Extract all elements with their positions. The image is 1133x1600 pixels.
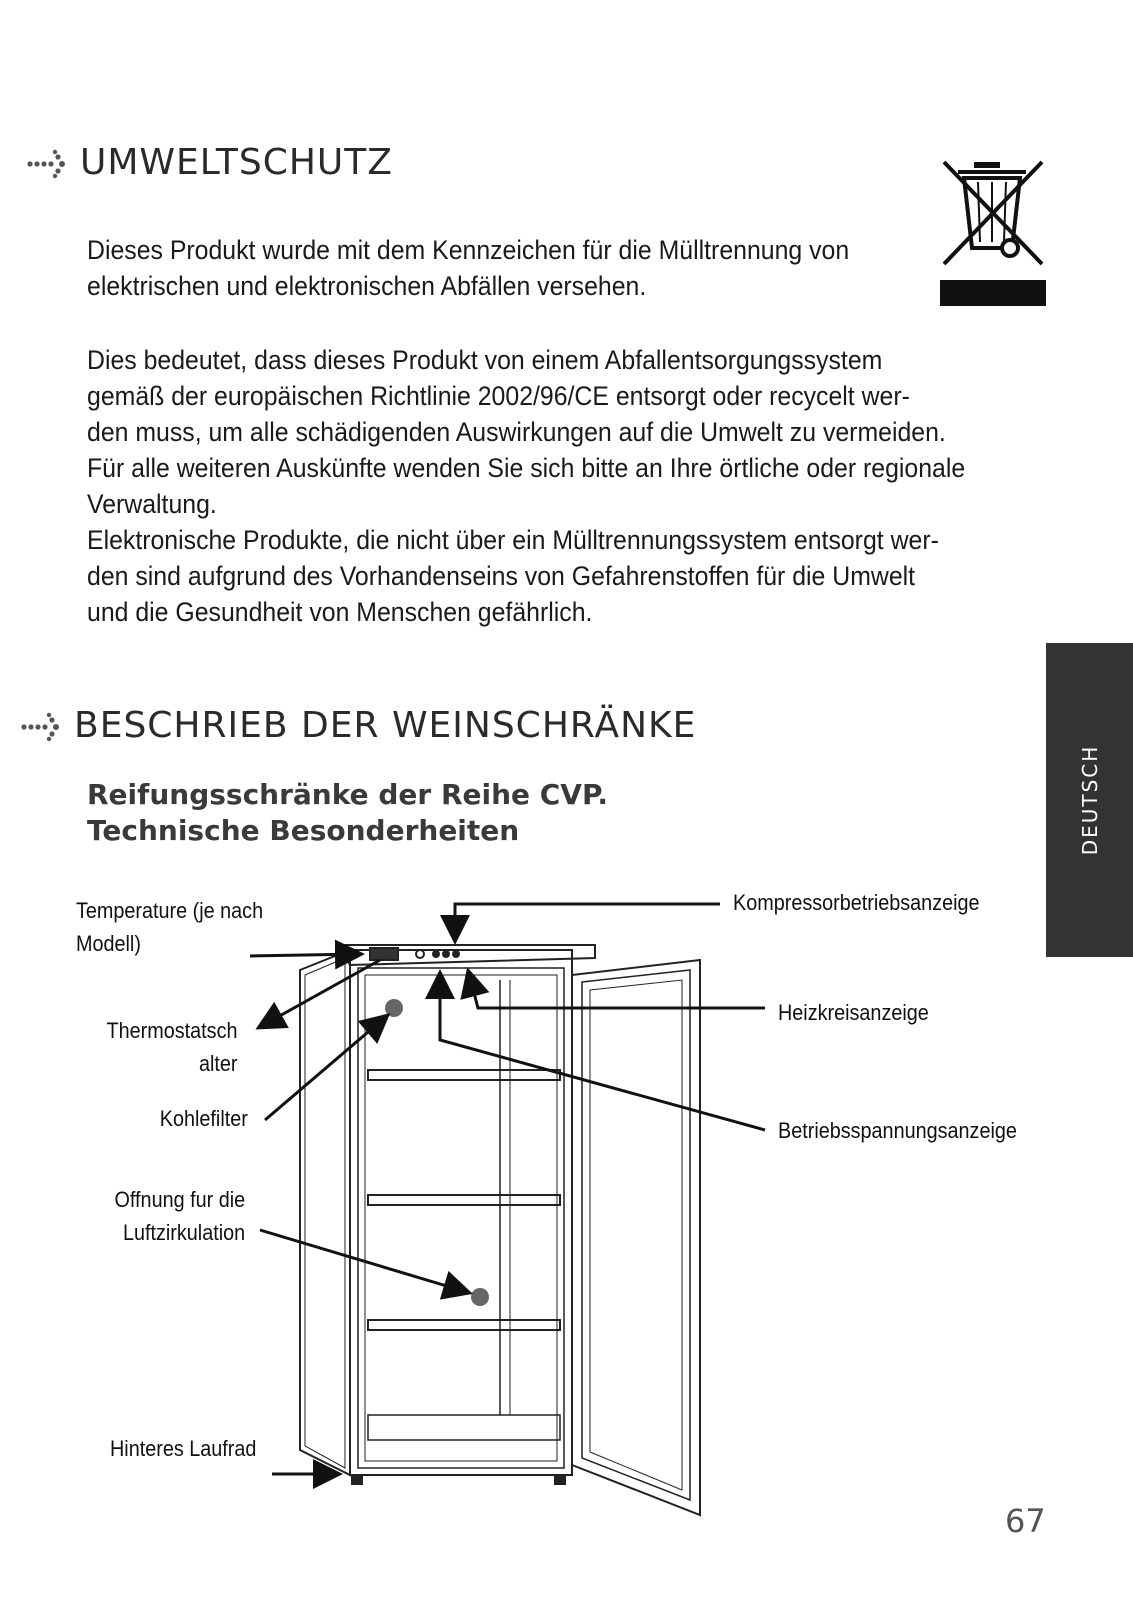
- label-line: Offnung fur die: [114, 1187, 245, 1212]
- beschrieb-title: BESCHRIEB DER WEINSCHRÄNKE: [74, 705, 697, 746]
- text-line: Dieses Produkt wurde mit dem Kennzeichen für die Mülltrennung von: [87, 235, 850, 265]
- text-line: den muss, um alle schädigenden Auswirkungen auf die Umwelt zu vermeiden.: [87, 417, 946, 447]
- page-number: 67: [1005, 1502, 1046, 1540]
- text-line: elektrischen und elektronischen Abfällen versehen.: [87, 271, 647, 301]
- label-line: Kompressorbetriebsanzeige: [733, 890, 980, 915]
- label-line: Luftzirkulation: [122, 1220, 245, 1245]
- subhead-line: Reifungsschränke der Reihe CVP.: [87, 778, 608, 811]
- beschrieb-heading: [20, 705, 696, 746]
- label-line: Modell): [76, 931, 141, 956]
- arrow-dots-icon: [20, 712, 66, 742]
- text-line: gemäß der europäischen Richtlinie 2002/96/CE entsorgt oder recycelt wer-: [87, 381, 910, 411]
- weee-paragraph-1: [87, 232, 849, 304]
- text-line: und die Gesundheit von Menschen gefährlich.: [87, 597, 593, 627]
- text-line: Für alle weiteren Auskünfte wenden Sie sich bitte an Ihre örtliche oder regionale: [87, 453, 966, 483]
- umweltschutz-heading: [26, 142, 393, 183]
- weee-paragraph-2: [87, 342, 965, 630]
- text-line: Elektronische Produkte, die nicht über ein Mülltrennungssystem entsorgt wer-: [87, 525, 939, 555]
- label-voltage: [778, 1114, 1017, 1147]
- label-rear-wheel: [110, 1432, 256, 1465]
- text-line: Dies bedeutet, dass dieses Produkt von einem Abfallentsorgungssystem: [87, 345, 883, 375]
- label-line: Temperature (je nach: [76, 898, 264, 923]
- label-line: Thermostatsch: [106, 1018, 237, 1043]
- label-compressor: [733, 886, 980, 919]
- label-temperature: [76, 894, 263, 960]
- text-line: den sind aufgrund des Vorhandenseins von Gefahrenstoffen für die Umwelt: [87, 561, 916, 591]
- label-air-opening: [114, 1183, 245, 1249]
- language-tab-label: DEUTSCH: [1077, 744, 1102, 856]
- label-line: Kohlefilter: [159, 1106, 248, 1131]
- label-carbon-filter: [160, 1102, 248, 1135]
- label-thermostat: [106, 1014, 237, 1080]
- label-line: Hinteres Laufrad: [110, 1436, 257, 1461]
- umweltschutz-title: UMWELTSCHUTZ: [80, 142, 393, 183]
- arrow-dots-icon: [26, 149, 72, 179]
- label-line: alter: [198, 1051, 237, 1076]
- label-heating: [778, 996, 929, 1029]
- text-line: Verwaltung.: [87, 489, 217, 519]
- cabinet-drawing: [300, 945, 700, 1515]
- label-line: Heizkreisanzeige: [778, 1000, 929, 1025]
- crossed-bin-icon: [938, 148, 1050, 306]
- cvp-subheading: [87, 777, 608, 849]
- subhead-line: Technische Besonderheiten: [87, 814, 520, 847]
- label-line: Betriebsspannungsanzeige: [778, 1118, 1017, 1143]
